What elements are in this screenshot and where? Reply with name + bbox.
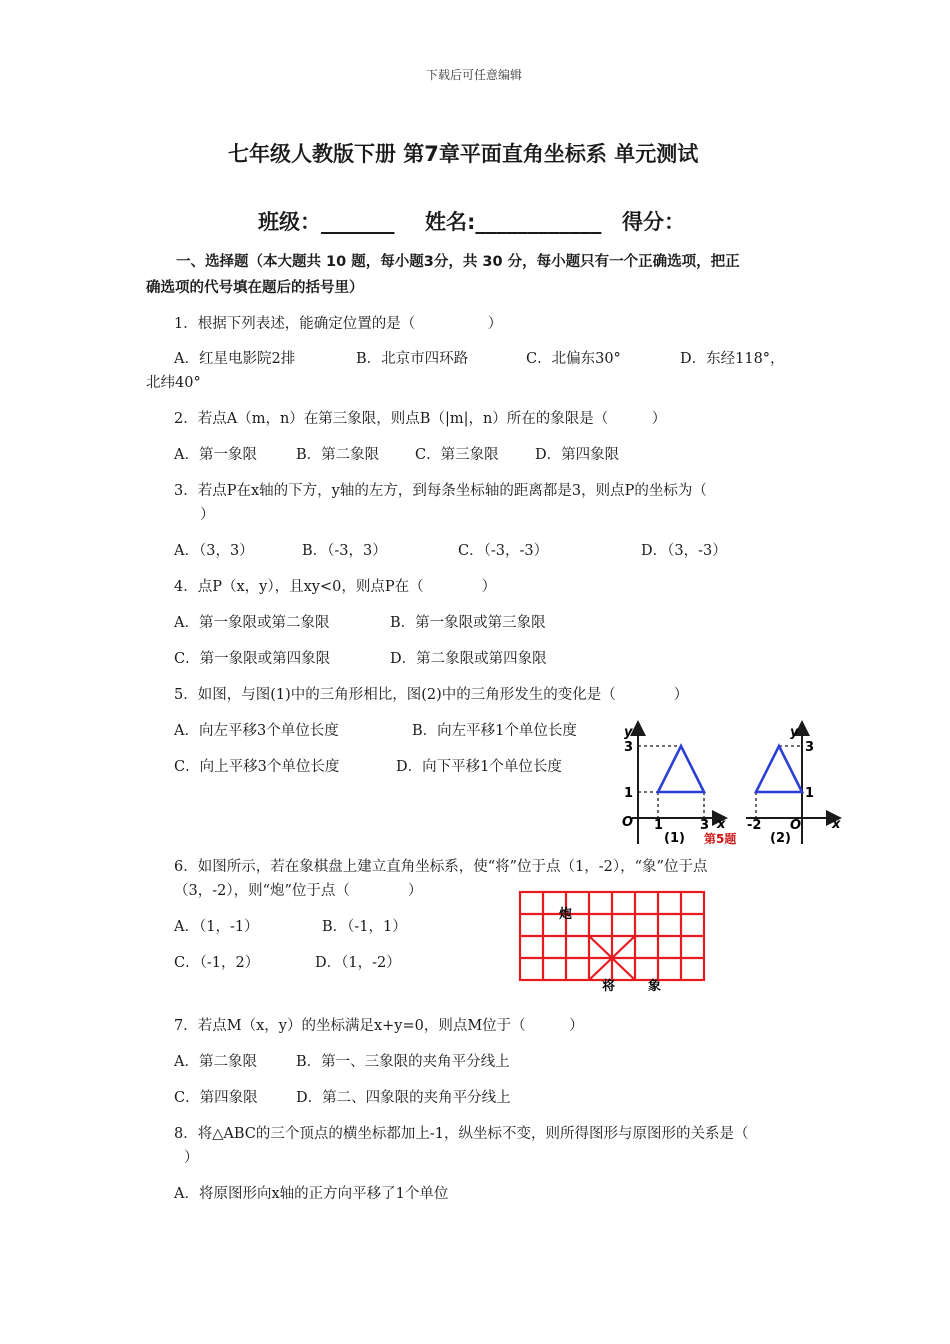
name-field: 姓名:____________ — [425, 210, 602, 234]
section-heading-cont: 确选项的代号填在题后的括号里） — [146, 280, 364, 296]
fig1-x-label: x — [717, 817, 726, 832]
fig2-xtick-m2: -2 — [747, 818, 762, 833]
q1-option-a: A．红星电影院2排 — [174, 351, 296, 367]
q2-option-a: A．第一象限 — [174, 447, 257, 463]
question-1: 1．根据下列表述，能确定位置的是（ ） — [174, 316, 503, 332]
fig2-origin: O — [790, 818, 802, 833]
board-grid — [520, 892, 704, 980]
q4-option-d: D．第二象限或第四象限 — [390, 651, 547, 667]
score-field: 得分： — [622, 210, 685, 234]
fig1-label: (1) — [664, 831, 685, 846]
q7-option-a: A．第二象限 — [174, 1054, 257, 1070]
q1-option-d-cont: 北纬40° — [146, 375, 201, 391]
q5-option-b: B．向左平移1个单位长度 — [412, 723, 577, 739]
question-3-cont: ） — [200, 507, 215, 523]
q3-option-b: B．（-3，3） — [302, 543, 387, 559]
fig2-label: (2) — [770, 831, 791, 846]
figure-caption: 第5题 — [704, 832, 737, 846]
q2-option-d: D．第四象限 — [535, 447, 620, 463]
q4-option-a: A．第一象限或第二象限 — [174, 615, 330, 631]
question-8-cont: ） — [184, 1150, 199, 1166]
fig2-triangle — [756, 746, 802, 792]
q6-option-d: D．（1，-2） — [315, 955, 401, 971]
question-6: 6．如图所示，若在象棋盘上建立直角坐标系，使“将”位于点（1，-2），“象”位于点 — [174, 859, 708, 875]
question-7: 7．若点M（x，y）的坐标满足x+y=0，则点M位于（ ） — [174, 1018, 584, 1034]
question-5: 5．如图，与图(1)中的三角形相比，图(2)中的三角形发生的变化是（ ） — [174, 687, 689, 703]
fig1-origin: O — [622, 815, 634, 830]
fig1-tick-1: 1 — [624, 786, 634, 801]
fig2-y-label: y — [790, 725, 799, 740]
q5-option-d: D．向下平移1个单位长度 — [396, 759, 562, 775]
class-field: 班级：_______ — [258, 210, 395, 234]
q4-option-b: B．第一象限或第三象限 — [390, 615, 546, 631]
question-2: 2．若点A（m，n）在第三象限，则点B（|m|，n）所在的象限是（ ） — [174, 411, 667, 427]
piece-pao: 炮 — [559, 907, 573, 922]
q2-option-b: B．第二象限 — [296, 447, 380, 463]
q2-option-c: C．第三象限 — [415, 447, 499, 463]
q5-option-c: C．向上平移3个单位长度 — [174, 759, 340, 775]
fig1-y-label: y — [624, 725, 633, 740]
q3-option-c: C．（-3，-3） — [458, 543, 549, 559]
question-8: 8．将△ABC的三个顶点的横坐标都加上-1，纵坐标不变，则所得图形与原图形的关系是（ — [174, 1126, 749, 1142]
fig1-triangle — [658, 746, 704, 792]
triangle-translation-figure — [612, 716, 852, 848]
q6-option-a: A．（1，-1） — [174, 919, 259, 935]
q7-option-c: C．第四象限 — [174, 1090, 258, 1106]
q4-option-c: C．第一象限或第四象限 — [174, 651, 331, 667]
section-heading: 一、选择题（本大题共 10 题，每小题3分，共 30 分，每小题只有一个正确选项，把正 — [176, 254, 740, 270]
q3-option-d: D．（3，-3） — [641, 543, 727, 559]
fig2-tick-1: 1 — [805, 786, 815, 801]
q7-option-d: D．第二、四象限的夹角平分线上 — [296, 1090, 511, 1106]
fig2-tick-3: 3 — [805, 740, 815, 755]
fig1-xtick-1: 1 — [654, 818, 664, 833]
fig1-tick-3: 3 — [624, 740, 634, 755]
q5-option-a: A．向左平移3个单位长度 — [174, 723, 339, 739]
question-3: 3．若点P在x轴的下方，y轴的左方，到每条坐标轴的距离都是3，则点P的坐标为（ — [174, 483, 707, 499]
header-note: 下载后可任意编辑 — [426, 68, 523, 82]
q1-option-d: D．东经118°， — [680, 351, 785, 367]
question-6-cont: （3，-2），则“炮”位于点（ ） — [174, 883, 423, 899]
fig2-x-label: x — [832, 817, 841, 832]
fig1-xtick-3: 3 — [700, 818, 710, 833]
question-4: 4．点P（x，y），且xy<0，则点P在（ ） — [174, 579, 497, 595]
q6-option-c: C．（-1，2） — [174, 955, 260, 971]
q3-option-a: A．（3，3） — [174, 543, 254, 559]
piece-xiang: 象 — [648, 979, 662, 994]
q7-option-b: B．第一、三象限的夹角平分线上 — [296, 1054, 510, 1070]
piece-jiang: 将 — [602, 979, 616, 994]
chessboard-figure — [512, 886, 712, 994]
q1-option-b: B．北京市四环路 — [356, 351, 469, 367]
q1-option-c: C．北偏东30° — [526, 351, 621, 367]
q6-option-b: B．（-1，1） — [322, 919, 407, 935]
q8-option-a: A．将原图形向x轴的正方向平移了1个单位 — [174, 1186, 449, 1202]
page-title: 七年级人教版下册 第7章平面直角坐标系 单元测试 — [228, 142, 699, 166]
